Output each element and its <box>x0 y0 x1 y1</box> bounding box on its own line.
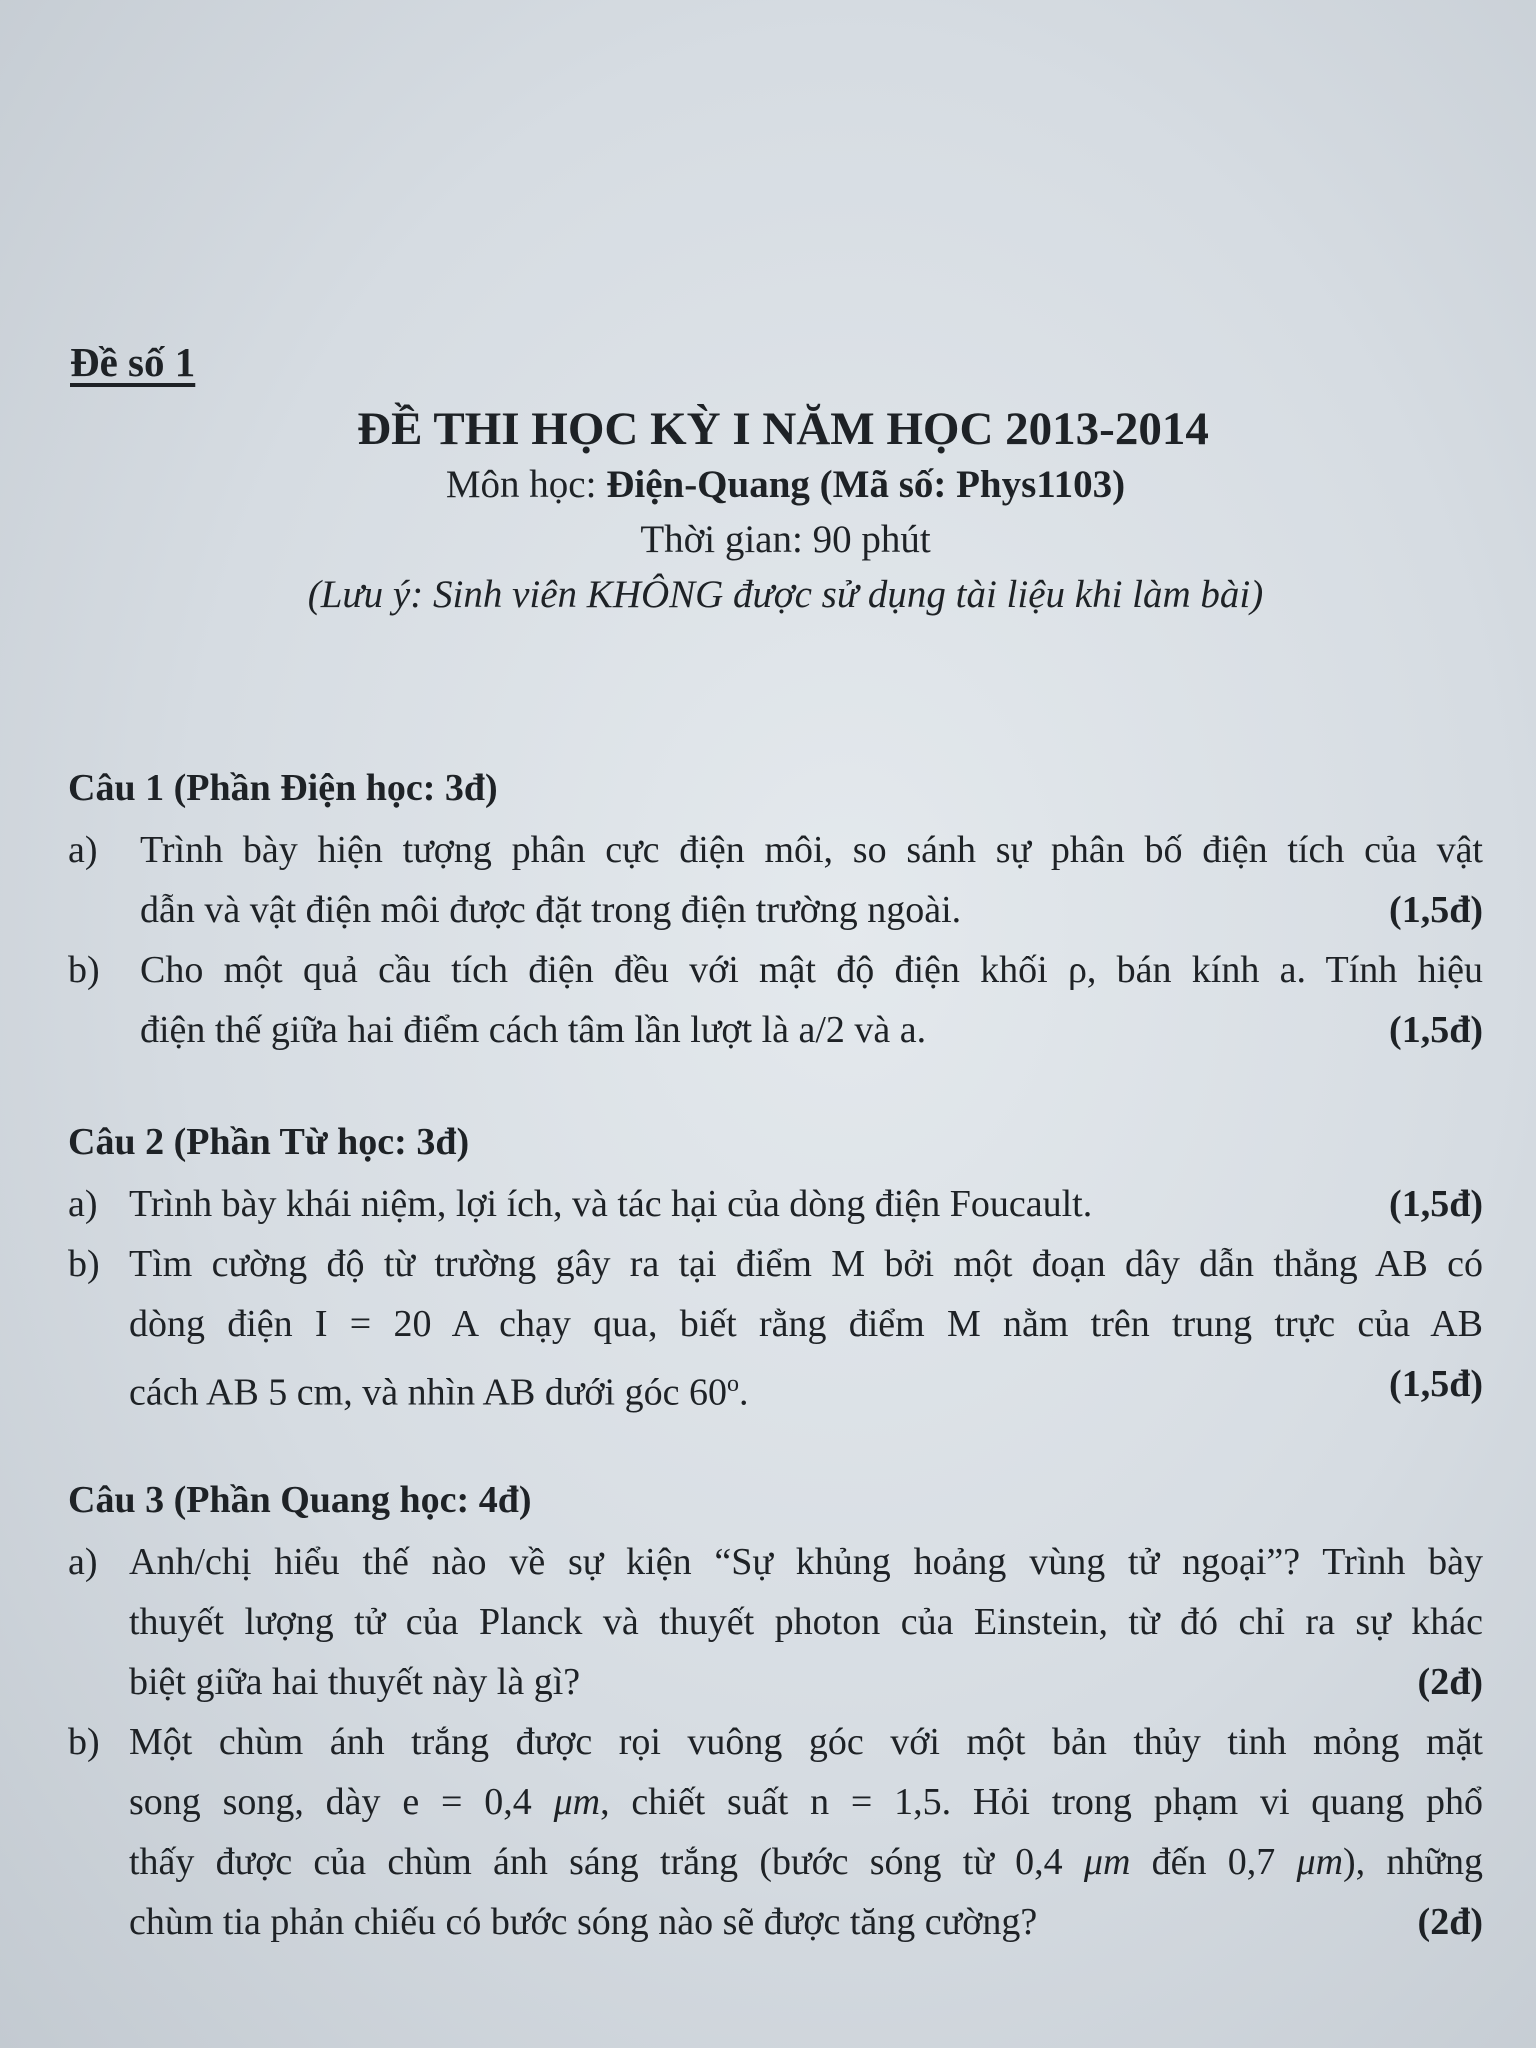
part-text <box>140 820 1483 940</box>
unit-micrometer: μm <box>1083 1841 1131 1883</box>
part-label: b) <box>68 1721 100 1763</box>
text-line <box>129 1652 1483 1712</box>
part-label: b) <box>68 949 100 991</box>
question-2 <box>68 1120 1483 1423</box>
part-text <box>129 1712 1483 1952</box>
text-line: Một chùm ánh trắng được rọi vuông góc với một bản thủy tinh mỏng mặt <box>129 1721 1483 1763</box>
line-text: dẫn và vật điện môi được đặt trong điện trường ngoài. <box>140 889 962 931</box>
question-part <box>68 940 1483 1060</box>
score: (1,5đ) <box>1389 889 1483 931</box>
question-1 <box>68 766 1483 1060</box>
text-line: Tìm cường độ từ trường gây ra tại điểm M bởi một đoạn dây dẫn thẳng AB có <box>129 1243 1483 1285</box>
exam-code: Đề số 1 <box>70 339 196 385</box>
part-text <box>129 1234 1483 1423</box>
text-line: dòng điện I = 20 A chạy qua, biết rằng điểm M nằm trên trung trực của AB <box>129 1303 1483 1345</box>
text-line: thuyết lượng tử của Planck và thuyết photon của Einstein, từ đó chỉ ra sự khác <box>129 1601 1483 1643</box>
line-text: Trình bày khái niệm, lợi ích, và tác hại của dòng điện Foucault. <box>129 1183 1093 1225</box>
text-line: Trình bày hiện tượng phân cực điện môi, so sánh sự phân bố điện tích của vật <box>140 829 1483 871</box>
score: (1,5đ) <box>1389 1009 1483 1051</box>
text-line <box>140 1000 1483 1060</box>
score: (1,5đ) <box>1389 1363 1483 1405</box>
unit-micrometer: μm <box>1296 1841 1344 1883</box>
text-line <box>129 1832 1483 1892</box>
text-line <box>129 1772 1483 1832</box>
question-part <box>68 1532 1483 1712</box>
line-text: song song, dày e = 0,4 <box>129 1781 554 1823</box>
degree-superscript: o <box>726 1371 739 1397</box>
line-text: thấy được của chùm ánh sáng trắng (bước sóng từ 0,4 <box>129 1841 1084 1883</box>
part-text <box>129 1532 1483 1712</box>
question-part <box>68 1712 1483 1952</box>
line-text <box>129 1354 748 1423</box>
part-label: a) <box>68 1183 98 1225</box>
line-text: chùm tia phản chiếu có bước sóng nào sẽ được tăng cường? <box>129 1901 1038 1943</box>
question-part <box>68 1174 1483 1234</box>
score: (2đ) <box>1417 1661 1483 1703</box>
text-line: Cho một quả cầu tích điện đều với mật độ điện khối ρ, bán kính a. Tính hiệu <box>140 949 1483 991</box>
line-text: điện thế giữa hai điểm cách tâm lần lượt là a/2 và a. <box>140 1009 927 1051</box>
subject-line <box>35 462 1536 507</box>
exam-title: ĐỀ THI HỌC KỲ I NĂM HỌC 2013-2014 <box>357 403 1209 455</box>
part-text <box>140 940 1483 1060</box>
question-part <box>68 1234 1483 1423</box>
exam-time: Thời gian: 90 phút <box>640 518 931 561</box>
part-text <box>129 1174 1483 1234</box>
exam-header <box>0 402 1536 617</box>
question-title: Câu 2 (Phần Từ học: 3đ) <box>68 1121 470 1163</box>
score: (2đ) <box>1417 1901 1483 1943</box>
exam-note: (Lưu ý: Sinh viên KHÔNG được sử dụng tài liệu khi làm bài) <box>307 573 1264 616</box>
line-text: đến 0,7 <box>1130 1841 1297 1883</box>
text-line <box>129 1174 1483 1234</box>
question-part <box>68 820 1483 940</box>
text-line <box>129 1892 1483 1952</box>
question-3 <box>68 1478 1483 1952</box>
text-line: Anh/chị hiểu thế nào về sự kiện “Sự khủng hoảng vùng tử ngoại”? Trình bày <box>129 1541 1483 1583</box>
question-title: Câu 3 (Phần Quang học: 4đ) <box>68 1479 532 1521</box>
line-text: ), những <box>1343 1841 1484 1883</box>
line-text-main: cách AB 5 cm, và nhìn AB dưới góc 60 <box>129 1371 727 1414</box>
line-text: , chiết suất n = 1,5. Hỏi trong phạm vi quang phổ <box>600 1781 1483 1823</box>
score: (1,5đ) <box>1389 1183 1483 1225</box>
subject-name: Điện-Quang (Mã số: Phys1103) <box>606 463 1126 506</box>
text-line <box>140 880 1483 940</box>
part-label: b) <box>68 1243 100 1285</box>
unit-micrometer: μm <box>553 1781 601 1823</box>
line-text-tail: . <box>738 1371 749 1414</box>
part-label: a) <box>68 1541 98 1583</box>
line-text: biệt giữa hai thuyết này là gì? <box>129 1661 581 1703</box>
text-line <box>129 1354 1483 1423</box>
question-title: Câu 1 (Phần Điện học: 3đ) <box>68 767 498 809</box>
subject-prefix: Môn học: <box>445 463 607 506</box>
part-label: a) <box>68 829 98 871</box>
